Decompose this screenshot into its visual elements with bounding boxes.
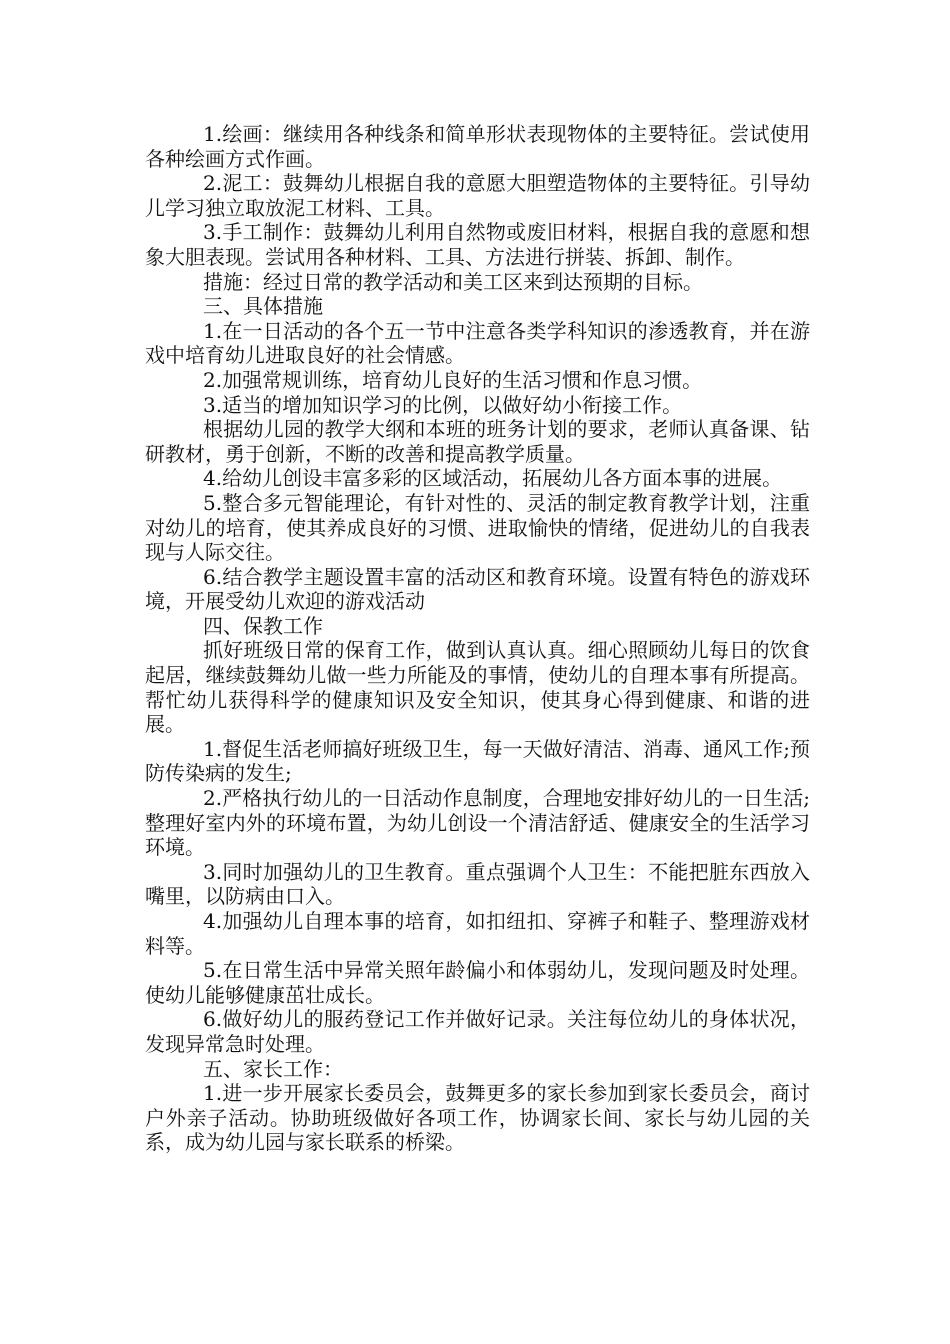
paragraph-measure-3: 3.适当的增加知识学习的比例，以做好幼小衔接工作。	[203, 392, 683, 417]
paragraph-parents-1: 1.进一步开展家长委员会，鼓舞更多的家长参加到家长委员会，商讨户外亲子活动。协助班级做好各项工作，协调家长间、家长与幼儿园的关系，成为幼儿园与家长联系的桥梁。	[145, 1081, 810, 1155]
section-heading-4: 四、保教工作	[203, 613, 323, 638]
paragraph-care-1: 1.督促生活老师搞好班级卫生，每一天做好清洁、消毒、通风工作;预防传染病的发生;	[145, 736, 810, 786]
paragraph-care-4: 4.加强幼儿自理本事的培育，如扣纽扣、穿裤子和鞋子、整理游戏材料等。	[145, 909, 810, 958]
paragraph-drawing: 1.绘画：继续用各种线条和简单形状表现物体的主要特征。尝试使用各种绘画方式作画。	[145, 122, 810, 171]
document-body	[145, 122, 810, 1155]
paragraph-measure-5: 5.整合多元智能理论，有针对性的、灵活的制定教育教学计划，注重对幼儿的培育，使其养成良好的习惯、进取愉快的情绪，促进幼儿的自我表现与人际交往。	[145, 490, 810, 565]
paragraph-measure-4: 4.给幼儿创设丰富多彩的区域活动，拓展幼儿各方面本事的进展。	[203, 466, 783, 491]
paragraph-handcraft: 3.手工制作：鼓舞幼儿利用自然物或废旧材料，根据自我的意愿和想象大胆表现。尝试用各种材料、工具、方法进行拼装、拆卸、制作。	[145, 220, 810, 269]
section-heading-3: 三、具体措施	[203, 294, 323, 319]
paragraph-care-intro: 抓好班级日常的保育工作，做到认真认真。细心照顾幼儿每日的饮食起居，继续鼓舞幼儿做一些力所能及的事情，使幼儿的自理本事有所提高。帮忙幼儿获得科学的健康知识及安全知识，使其身心得到健康、和谐的进展。	[145, 638, 810, 737]
paragraph-clay: 2.泥工：鼓舞幼儿根据自我的意愿大胆塑造物体的主要特征。引导幼儿学习独立取放泥工材料、工具。	[145, 171, 810, 220]
section-heading-5: 五、家长工作：	[203, 1056, 343, 1081]
paragraph-measure-6: 6.结合教学主题设置丰富的活动区和教育环境。设置有特色的游戏环境，开展受幼儿欢迎的游戏活动	[145, 564, 810, 614]
paragraph-care-2: 2.严格执行幼儿的一日活动作息制度，合理地安排好幼儿的一日生活;整理好室内外的环境布置，为幼儿创设一个清洁舒适、健康安全的生活学习环境。	[145, 786, 810, 860]
paragraph-care-6: 6.做好幼儿的服药登记工作并做好记录。关注每位幼儿的身体状况，发现异常急时处理。	[145, 1007, 810, 1056]
paragraph-care-5: 5.在日常生活中异常关照年龄偏小和体弱幼儿，发现问题及时处理。使幼儿能够健康茁壮成长。	[145, 958, 810, 1007]
paragraph-measure-1: 1.在一日活动的各个五一节中注意各类学科知识的渗透教育，并在游戏中培育幼儿进取良好的社会情感。	[145, 318, 810, 368]
paragraph-teaching-plan: 根据幼儿园的教学大纲和本班的班务计划的要求，老师认真备课、钻研教材，勇于创新，不断的改善和提高教学质量。	[145, 417, 810, 466]
paragraph-measure-2: 2.加强常规训练，培育幼儿良好的生活习惯和作息习惯。	[203, 367, 703, 392]
paragraph-care-3: 3.同时加强幼儿的卫生教育。重点强调个人卫生：不能把脏东西放入嘴里，以防病由口入。	[145, 859, 810, 909]
paragraph-measures: 措施：经过日常的教学活动和美工区来到达预期的目标。	[203, 269, 703, 294]
